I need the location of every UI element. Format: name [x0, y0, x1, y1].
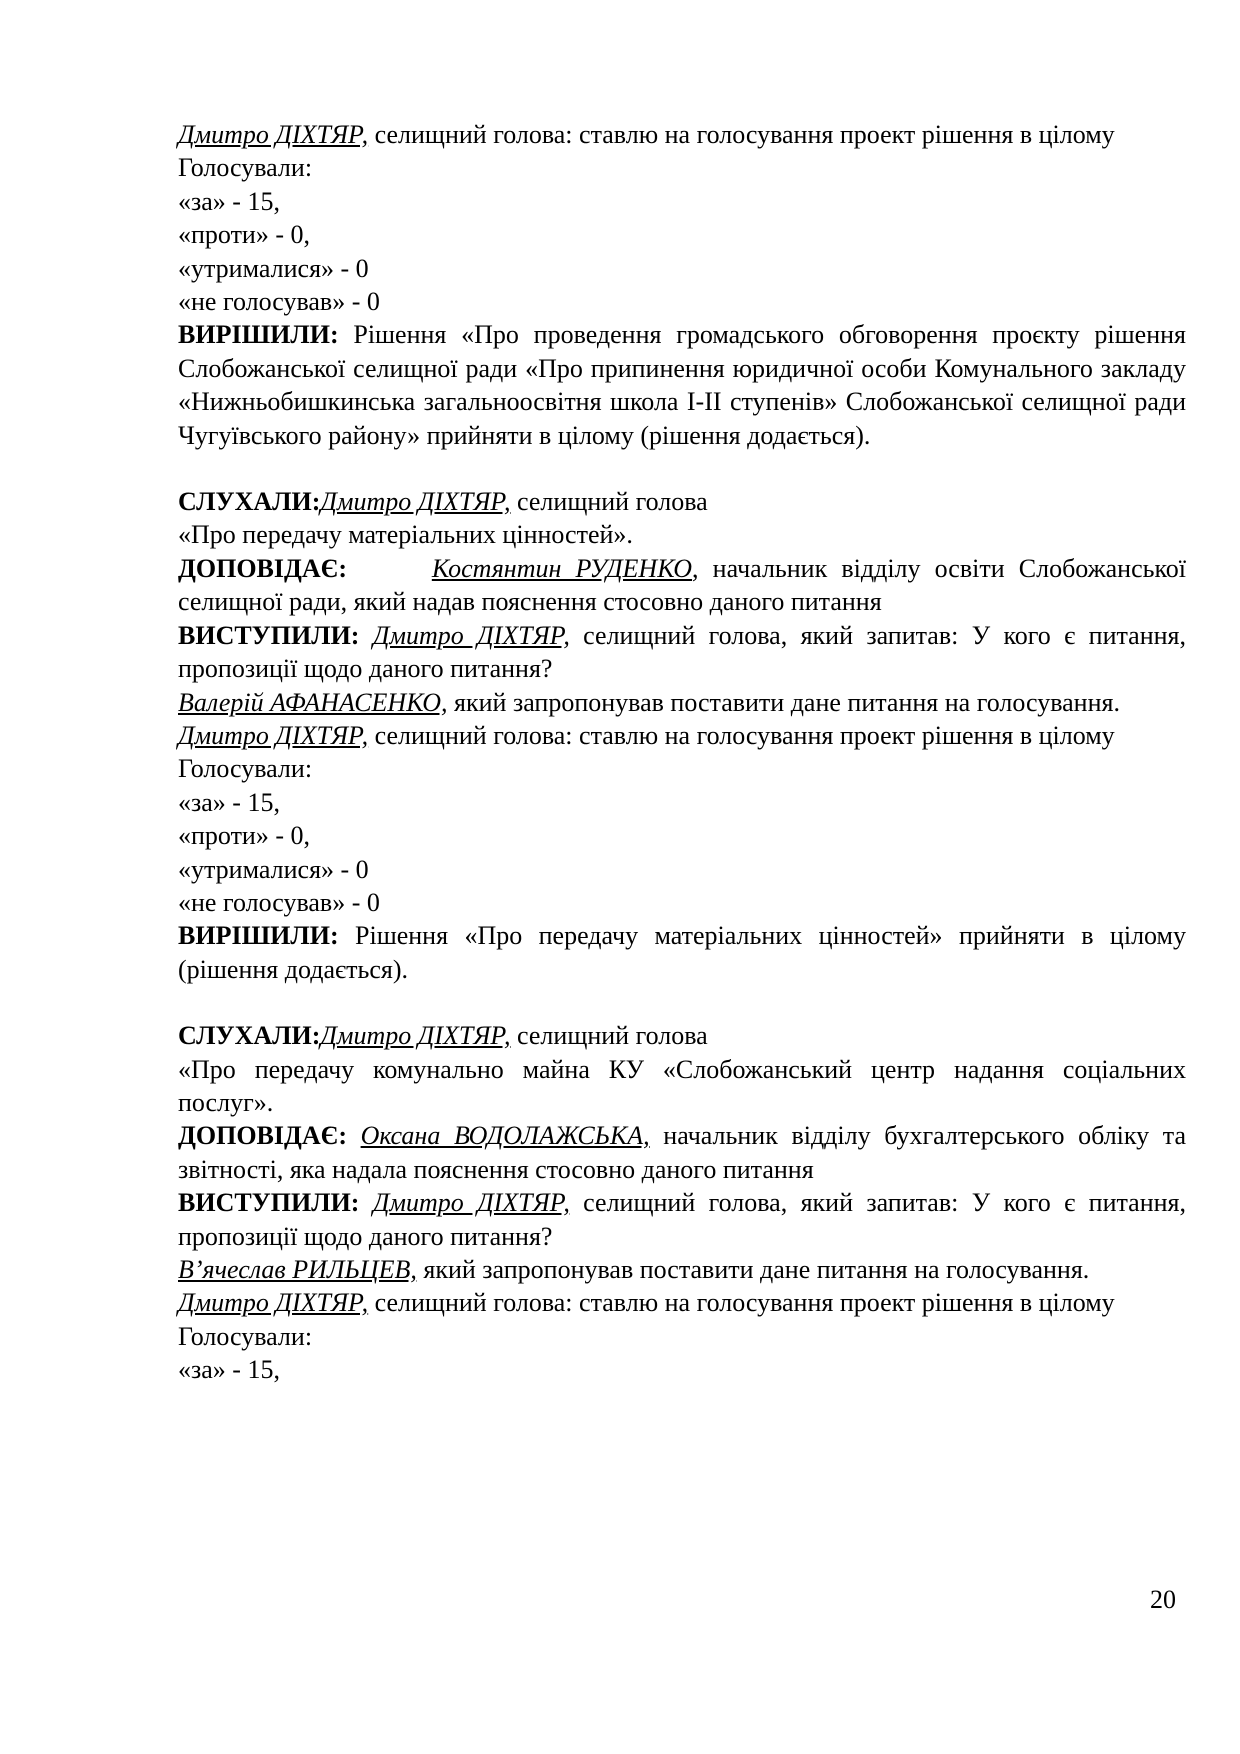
proposer-line: В’ячеслав РИЛЬЦЕВ, який запропонував поставити дане питання на голосування. [178, 1255, 1090, 1284]
person-name: Дмитро ДІХТЯР, [320, 487, 511, 517]
vote-abstained: «утрималися» - 0 [178, 253, 369, 283]
person-name: Оксана ВОДОЛАЖСЬКА, [360, 1121, 650, 1151]
heard-line: СЛУХАЛИ:Дмитро ДІХТЯР, селищний голова [178, 1021, 708, 1051]
vote-against: «проти» - 0, [178, 220, 311, 250]
vote-for: «за» - 15, [178, 186, 280, 216]
person-name: Дмитро ДІХТЯР, [372, 1188, 570, 1218]
reporter-line: ДОПОВІДАЄ: Костянтин РУДЕНКО, начальник відділу освіти Слобожанської селищної ради, який надав пояснення стосовно даного питання [178, 553, 1187, 617]
decision: ВИРІШИЛИ: Рішення «Про проведення громадського обговорення проєкту рішення Слобожанської селищної ради «Про припинення юридичної особи Комунального закладу «Нижньобишкинська загальноосвітня школа І-ІІ ступенів» Слобожанської селищної ради Чугуївського району» прийняти в цілому (рішення додається). [178, 320, 1186, 450]
person-name: Дмитро ДІХТЯР, [178, 120, 369, 149]
vote-for: «за» - 15, [178, 787, 280, 817]
reporter-line: ДОПОВІДАЄ: Оксана ВОДОЛАЖСЬКА, начальник відділу бухгалтерського обліку та звітності, яка надала пояснення стосовно даного питання [178, 1121, 1186, 1184]
proposer-line: Валерій АФАНАСЕНКО, який запропонував поставити дане питання на голосування. [178, 687, 1120, 717]
person-name: Валерій АФАНАСЕНКО, [178, 687, 448, 717]
person-name: Дмитро ДІХТЯР, [178, 1288, 369, 1318]
vote-for: «за» - 15, [178, 1355, 280, 1385]
spacer [178, 452, 1186, 485]
voted-label: Голосували: [178, 1321, 313, 1351]
person-name: В’ячеслав РИЛЬЦЕВ, [178, 1255, 417, 1284]
person-name: Дмитро ДІХТЯР, [178, 720, 369, 750]
speakers-line: ВИСТУПИЛИ: Дмитро ДІХТЯР, селищний голова, який запитав: У кого є питання, пропозиції щодо даного питання? [178, 1188, 1187, 1251]
document-page [178, 118, 1186, 1387]
person-name: Дмитро ДІХТЯР, [372, 620, 570, 650]
chair-statement: Дмитро ДІХТЯР, селищний голова: ставлю на голосування проект рішення в цілому [178, 720, 1115, 750]
person-name: Костянтин РУДЕНКО [431, 553, 693, 583]
vote-abstained: «утрималися» - 0 [178, 854, 369, 884]
vote-not-voted: «не голосував» - 0 [178, 287, 380, 317]
spacer [178, 986, 1186, 1019]
page-number: 20 [1150, 1585, 1176, 1614]
voted-label: Голосували: [178, 153, 313, 183]
vote-not-voted: «не голосував» - 0 [178, 887, 380, 917]
voted-label: Голосували: [178, 754, 313, 784]
person-name: Дмитро ДІХТЯР, [320, 1021, 511, 1051]
vote-against: «проти» - 0, [178, 821, 311, 851]
agenda-topic: «Про передачу комунально майна КУ «Слобожанський центр надання соціальних послуг». [178, 1054, 1186, 1117]
chair-statement: Дмитро ДІХТЯР, селищний голова: ставлю на голосування проект рішення в цілому [178, 1288, 1115, 1318]
speakers-line: ВИСТУПИЛИ: Дмитро ДІХТЯР, селищний голова, який запитав: У кого є питання, пропозиції щодо даного питання? [178, 620, 1187, 684]
heard-line: СЛУХАЛИ:Дмитро ДІХТЯР, селищний голова [178, 487, 708, 517]
decision: ВИРІШИЛИ: Рішення «Про передачу матеріальних цінностей» прийняти в цілому (рішення додається). [178, 921, 1186, 984]
chair-statement: Дмитро ДІХТЯР, селищний голова: ставлю на голосування проект рішення в цілому [178, 120, 1115, 149]
agenda-topic: «Про передачу матеріальних цінностей». [178, 520, 633, 550]
